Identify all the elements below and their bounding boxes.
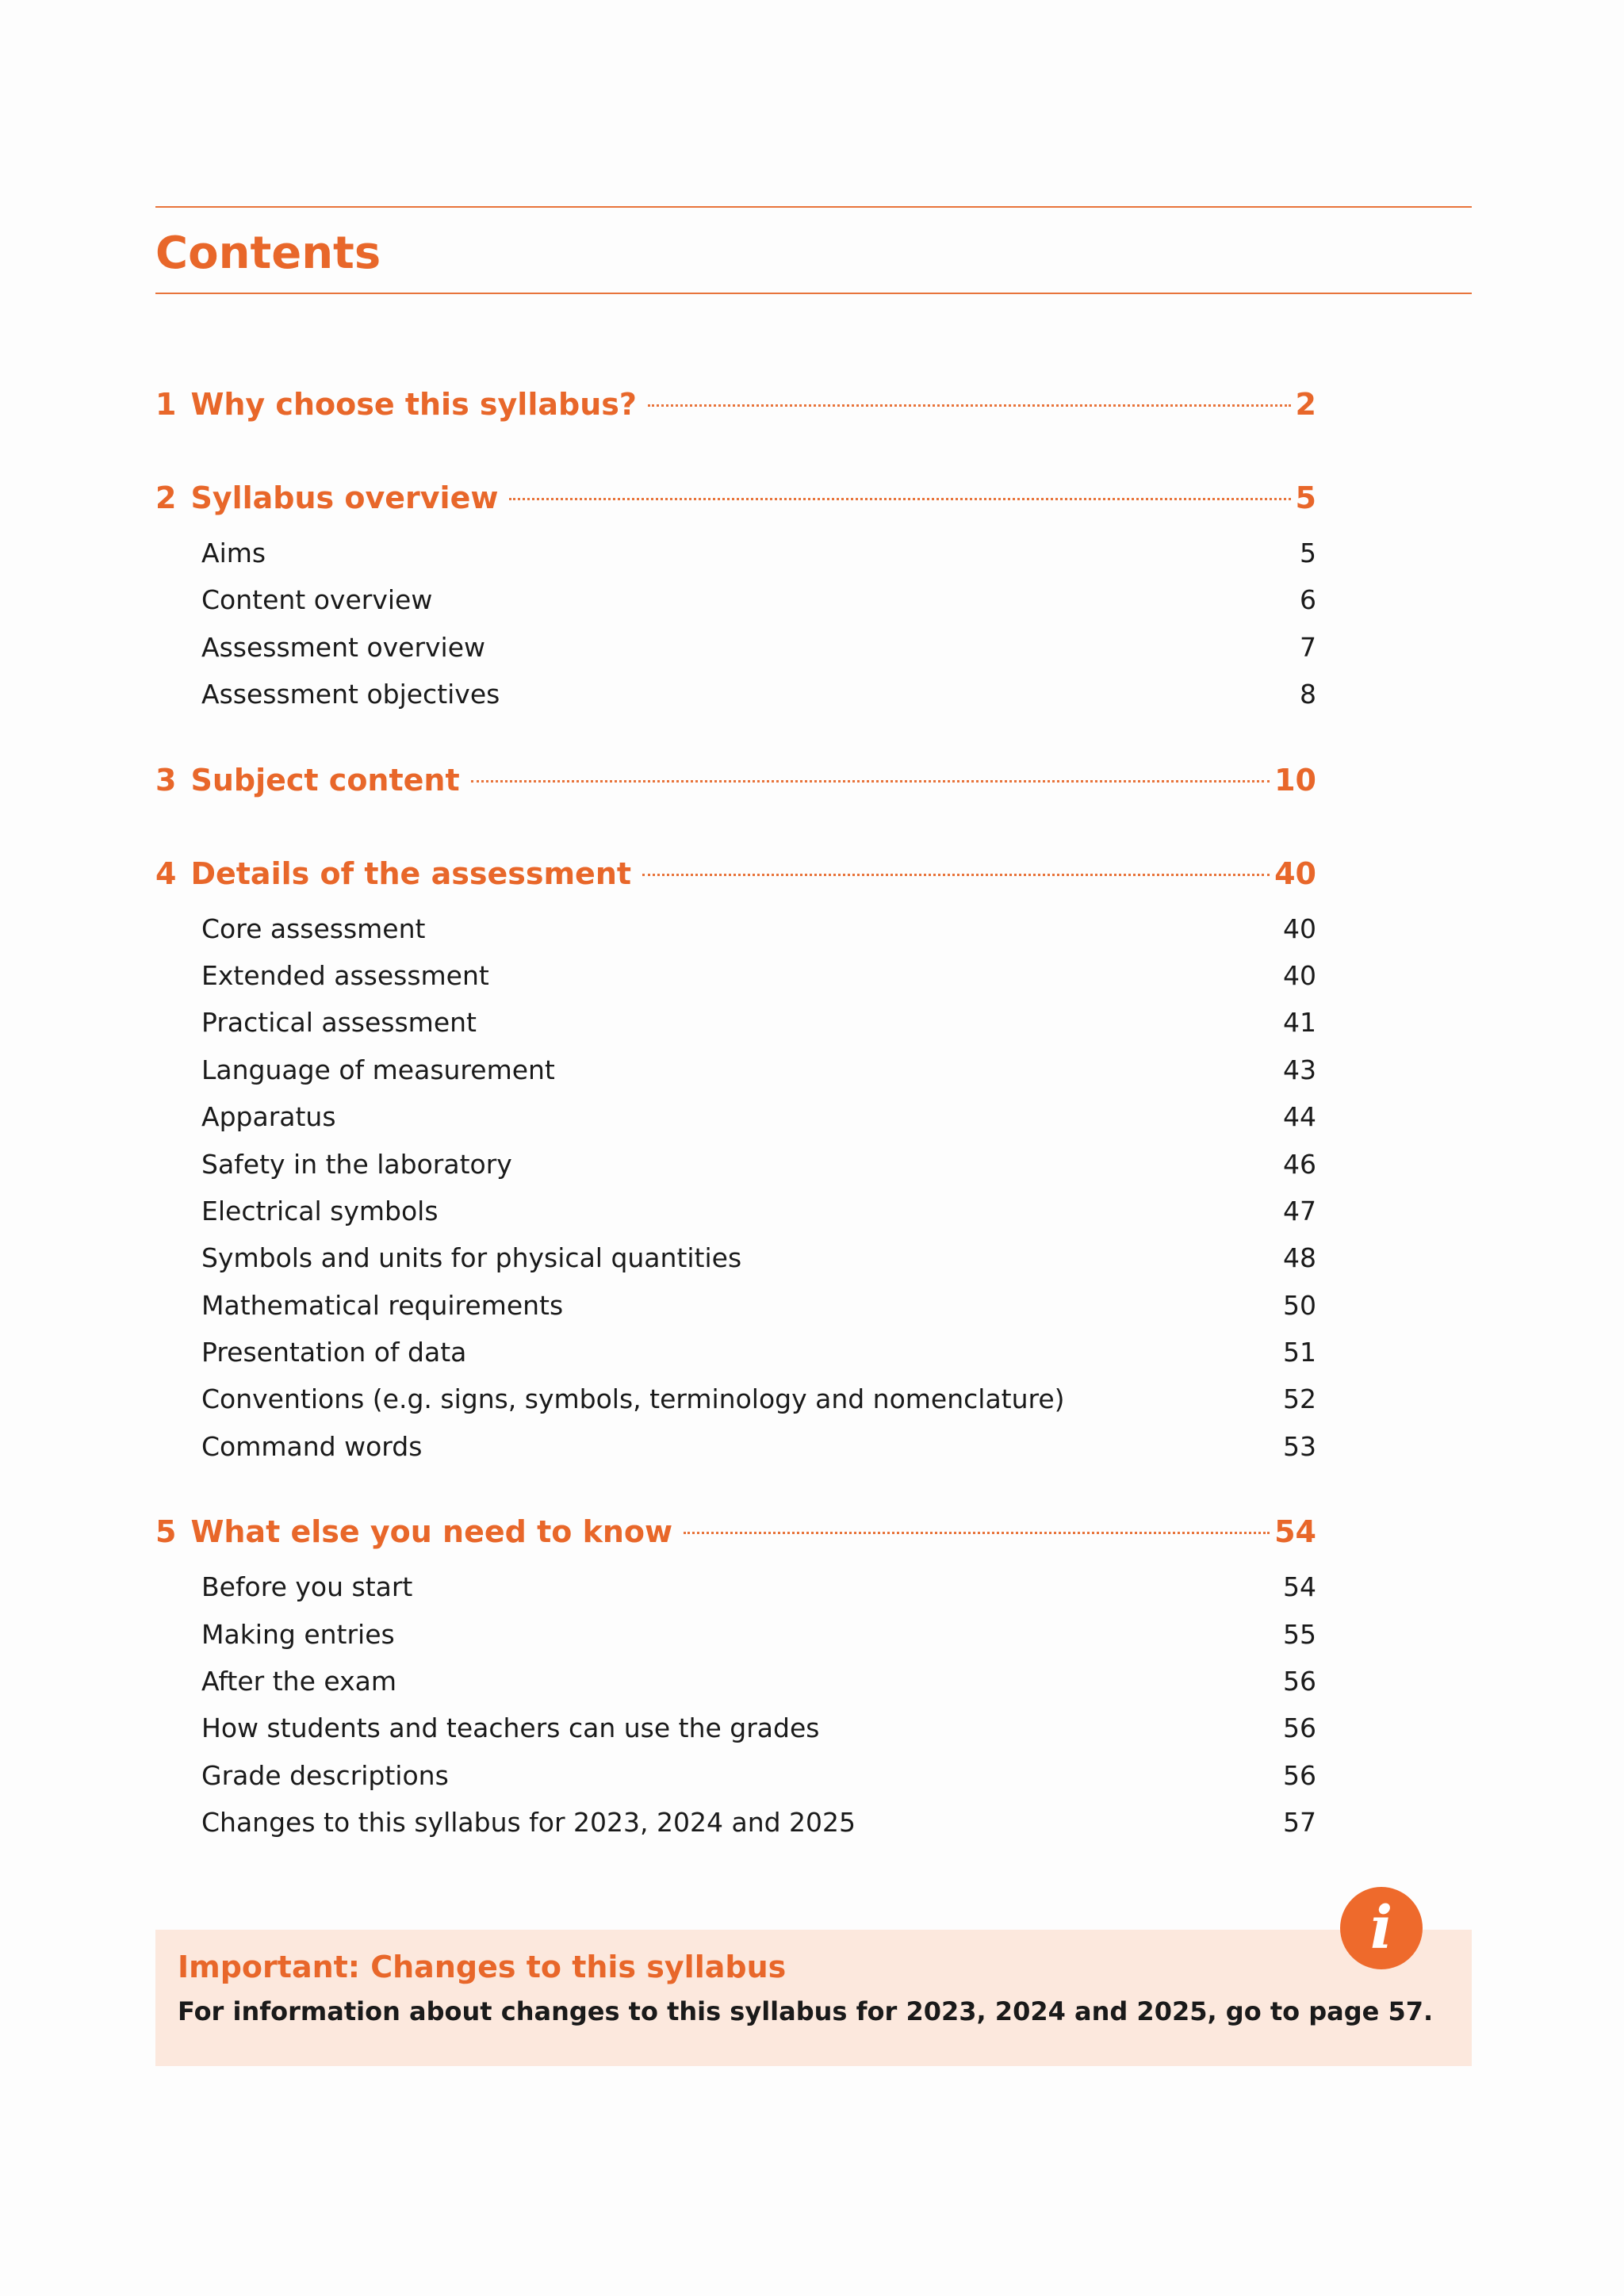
toc-item[interactable] <box>155 1752 1316 1799</box>
toc-section-heading[interactable] <box>155 1500 1316 1563</box>
toc-section-heading[interactable] <box>155 748 1316 812</box>
toc-item-page-number: 46 <box>1283 1148 1316 1180</box>
toc-item-page-number: 51 <box>1283 1337 1316 1368</box>
toc-item-label: Assessment objectives <box>201 679 500 710</box>
dot-leader <box>509 498 1290 500</box>
toc-item-page-number: 56 <box>1283 1666 1316 1697</box>
toc-item-page-number: 56 <box>1283 1759 1316 1791</box>
dot-leader <box>471 780 1270 783</box>
toc-item[interactable] <box>155 1611 1316 1658</box>
toc-section <box>155 748 1316 812</box>
dot-leader <box>684 1532 1270 1534</box>
toc-item[interactable] <box>155 671 1316 718</box>
section-number: 2 <box>155 480 177 515</box>
notice-text: For information about changes to this syllabus for 2023, 2024 and 2025, go to page 57. <box>178 1996 1434 2026</box>
toc-item-label: Command words <box>201 1430 423 1462</box>
notice-title: Important: Changes to this syllabus <box>178 1950 787 1984</box>
toc-item[interactable] <box>155 530 1316 576</box>
toc-item-label: Content overview <box>201 584 433 616</box>
toc-item[interactable] <box>155 905 1316 952</box>
toc-section <box>155 842 1316 1471</box>
table-of-contents <box>155 373 1316 1877</box>
toc-item[interactable] <box>155 1282 1316 1329</box>
toc-item[interactable] <box>155 952 1316 999</box>
page-title: Contents <box>155 228 381 279</box>
dot-leader <box>648 404 1291 407</box>
toc-item-label: Core assessment <box>201 913 426 944</box>
toc-item-page-number: 6 <box>1300 584 1316 616</box>
important-notice <box>155 1930 1472 2066</box>
toc-section <box>155 1500 1316 1846</box>
toc-item-label: Presentation of data <box>201 1337 467 1368</box>
toc-item-label: Language of measurement <box>201 1054 555 1085</box>
toc-item-label: Mathematical requirements <box>201 1289 564 1321</box>
toc-item-label: After the exam <box>201 1666 397 1697</box>
toc-item-label: Grade descriptions <box>201 1759 449 1791</box>
toc-item[interactable] <box>155 1093 1316 1140</box>
toc-item[interactable] <box>155 1329 1316 1376</box>
toc-item-page-number: 8 <box>1300 679 1316 710</box>
section-page-number: 40 <box>1274 855 1316 891</box>
toc-item-page-number: 50 <box>1283 1289 1316 1321</box>
toc-item-page-number: 56 <box>1283 1712 1316 1744</box>
toc-item-label: Electrical symbols <box>201 1195 439 1226</box>
section-number: 5 <box>155 1514 177 1550</box>
toc-item-label: Assessment overview <box>201 631 486 663</box>
toc-section <box>155 466 1316 718</box>
toc-item-page-number: 54 <box>1283 1571 1316 1603</box>
section-number: 3 <box>155 762 177 798</box>
toc-item-page-number: 48 <box>1283 1242 1316 1274</box>
toc-item[interactable] <box>155 1234 1316 1281</box>
toc-item-label: Symbols and units for physical quantities <box>201 1242 742 1274</box>
toc-item[interactable] <box>155 1188 1316 1234</box>
toc-item-label: Apparatus <box>201 1101 336 1133</box>
toc-item-label: Extended assessment <box>201 959 489 991</box>
toc-section-heading[interactable] <box>155 466 1316 530</box>
section-page-number: 5 <box>1295 480 1316 515</box>
section-title: Syllabus overview <box>190 480 499 515</box>
toc-item[interactable] <box>155 1563 1316 1610</box>
toc-item-label: Safety in the laboratory <box>201 1148 512 1180</box>
toc-item-page-number: 53 <box>1283 1430 1316 1462</box>
section-title: Why choose this syllabus? <box>190 387 637 422</box>
section-number: 4 <box>155 855 177 891</box>
toc-item[interactable] <box>155 1423 1316 1470</box>
dot-leader <box>642 874 1270 876</box>
toc-item[interactable] <box>155 1658 1316 1705</box>
toc-item-label: Conventions (e.g. signs, symbols, terminology and nomenclature) <box>201 1383 1065 1415</box>
toc-subsection-list <box>155 530 1316 718</box>
toc-item-page-number: 52 <box>1283 1383 1316 1415</box>
toc-item-page-number: 40 <box>1283 959 1316 991</box>
toc-subsection-list <box>155 905 1316 1471</box>
toc-item-page-number: 43 <box>1283 1054 1316 1085</box>
section-page-number: 2 <box>1295 387 1316 422</box>
toc-item[interactable] <box>155 1047 1316 1093</box>
info-icon: i <box>1340 1887 1423 1969</box>
toc-item-page-number: 44 <box>1283 1101 1316 1133</box>
section-page-number: 54 <box>1274 1514 1316 1550</box>
toc-item-page-number: 40 <box>1283 913 1316 944</box>
toc-item-label: Making entries <box>201 1618 395 1650</box>
toc-item[interactable] <box>155 624 1316 671</box>
toc-item[interactable] <box>155 999 1316 1046</box>
section-title: Details of the assessment <box>190 855 632 891</box>
toc-item-label: Before you start <box>201 1571 413 1603</box>
title-rule-bottom <box>155 293 1472 294</box>
toc-item-label: Practical assessment <box>201 1007 477 1039</box>
section-page-number: 10 <box>1274 762 1316 798</box>
toc-item-label: Changes to this syllabus for 2023, 2024 and 2025 <box>201 1807 856 1839</box>
toc-item-label: Aims <box>201 538 266 568</box>
toc-item[interactable] <box>155 1799 1316 1846</box>
toc-section-heading[interactable] <box>155 842 1316 905</box>
toc-subsection-list <box>155 1563 1316 1846</box>
toc-item-page-number: 57 <box>1283 1807 1316 1839</box>
toc-item-page-number: 41 <box>1283 1007 1316 1039</box>
toc-item-page-number: 55 <box>1283 1618 1316 1650</box>
toc-item[interactable] <box>155 1376 1316 1422</box>
section-number: 1 <box>155 387 177 422</box>
toc-item[interactable] <box>155 1141 1316 1188</box>
toc-item-page-number: 7 <box>1300 631 1316 663</box>
toc-item-page-number: 5 <box>1300 538 1316 568</box>
toc-item[interactable] <box>155 576 1316 623</box>
toc-item-page-number: 47 <box>1283 1195 1316 1226</box>
title-rule-top <box>155 206 1472 208</box>
toc-item[interactable] <box>155 1705 1316 1751</box>
toc-section-heading[interactable] <box>155 373 1316 436</box>
toc-section <box>155 373 1316 436</box>
section-title: Subject content <box>190 762 460 798</box>
section-title: What else you need to know <box>190 1514 673 1550</box>
toc-item-label: How students and teachers can use the grades <box>201 1712 820 1744</box>
